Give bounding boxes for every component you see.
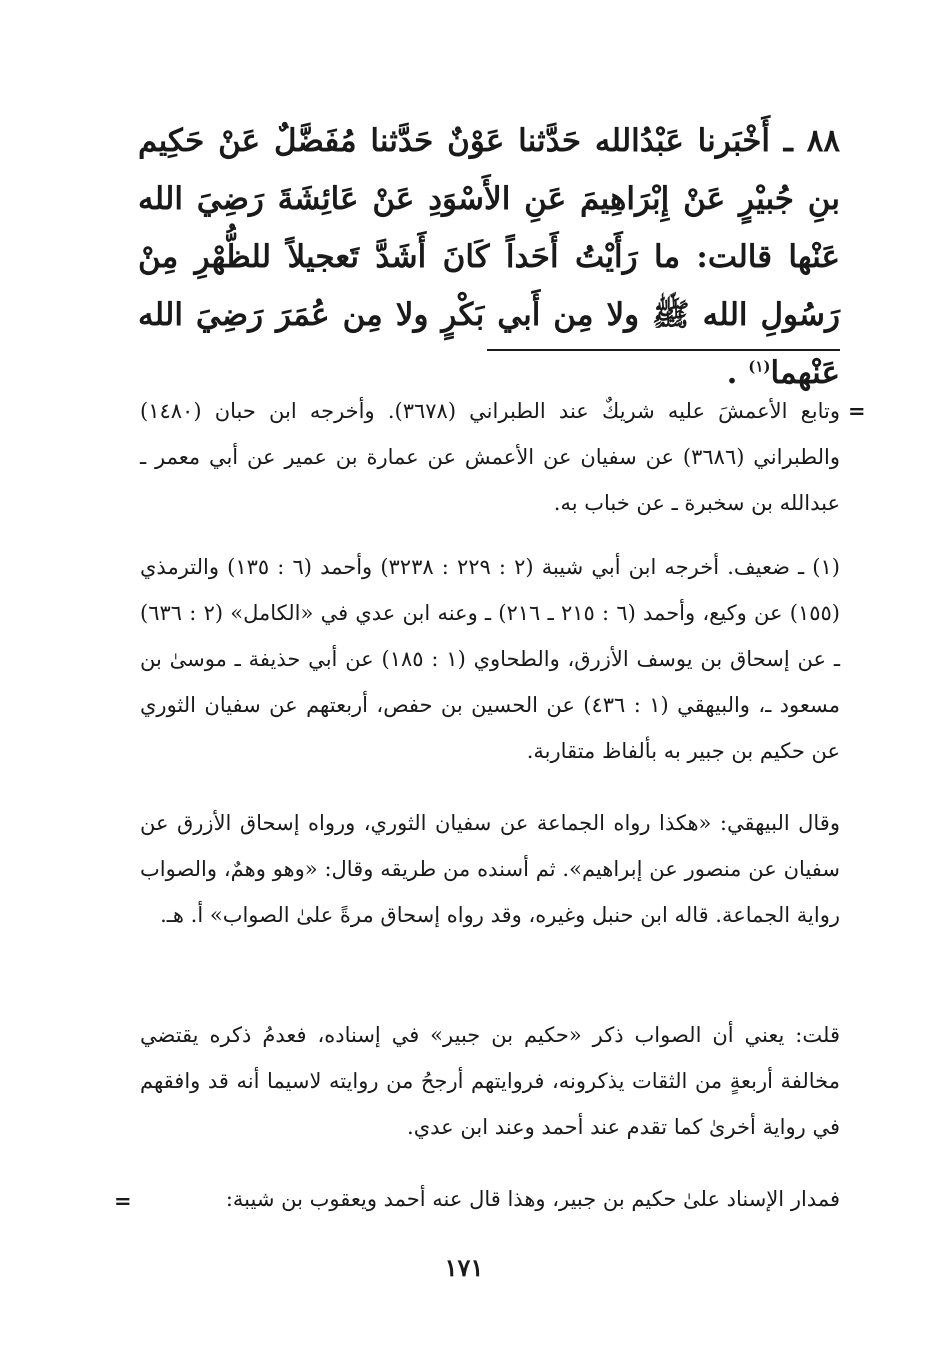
footnote-bayhaqi-paragraph: وقال البيهقي: «هكذا رواه الجماعة عن سفيان الثوري، ورواه إسحاق الأزرق عن سفيان عن منصور عن إبراهيم». ثم أسنده من طريقه وقال: «وهو وهمٌ، والصواب رواية الجماعة. قاله ابن حنبل وغيره، وقد رواه إسحاق مرةً علىٰ الصواب» أ. هـ. <box>140 811 840 927</box>
hadith-text <box>138 112 840 402</box>
page-number: ١٧١ <box>444 1253 484 1282</box>
footnote-comment-paragraph: قلت: يعني أن الصواب ذكر «حكيم بن جبير» في إسناده، فعدمُ ذكره يقتضي مخالفة أربعةٍ من الثقات يذكرونه، فروايتهم أرجحُ من روايته لاسيما أنه قد وافقهم في رواية أخرىٰ كما تقدم عند أحمد وعند ابن عدي. <box>140 1023 840 1139</box>
footnote-1-paragraph: (١) ـ ضعيف. أخرجه ابن أبي شيبة (٢ : ٢٢٩ : ٣٢٣٨) وأحمد (٦ : ١٣٥) والترمذي (١٥٥) عن وكيع، وأحمد (٦ : ٢١٥ ـ ٢١٦) ـ وعنه ابن عدي في «الكامل» (٢ : ٦٣٦) ـ عن إسحاق بن يوسف الأزرق، والطحاوي (١ : ١٨٥) عن أبي حذيفة ـ موسىٰ بن مسعود ـ، والبيهقي (١ : ٤٣٦) عن الحسين بن حفص، أربعتهم عن سفيان الثوري عن حكيم بن جبير به بألفاظ متقاربة. <box>140 555 840 763</box>
continuation-mark-top: = <box>848 398 866 423</box>
footnote-conclusion-paragraph: فمدار الإسناد علىٰ حكيم بن جبير، وهذا قال عنه أحمد ويعقوب بن شيبة: <box>225 1187 840 1211</box>
hadith-body: ٨٨ ـ أَخْبَرنا عَبْدُالله حَدَّثنا عَوْنٌ حَدَّثنا مُفَضَّلٌ عَنْ حَكِيم بنِ جُبيْرٍ عَنْ إِبْرَاهِيمَ عَنِ الأَسْوَدِ عَنْ عَائِشَةَ رَضِيَ الله عَنْها قالت: ما رَأَيْتُ أَحَداً كَانَ أَشَدَّ تَعجيلاً للظُّهْرِ مِنْ رَسُولِ الله ﷺ ولا مِن أَبي بَكْرٍ ولا مِن عُمَرَ رَضِيَ الله عَنْهما <box>138 123 840 391</box>
footnote-separator <box>487 349 840 351</box>
footnote-continued-paragraph: وتابع الأعمشَ عليه شريكٌ عند الطبراني (٣٦٧٨). وأخرجه ابن حبان (١٤٨٠) والطبراني (٣٦٨٦) عن سفيان عن الأعمش عن عمارة بن عمير عن أبي معمر ـ عبدالله بن سخبرة ـ عن خباب به. <box>140 399 840 515</box>
footnote-reference: (١) <box>748 357 771 376</box>
continuation-mark-bottom: = <box>114 1188 132 1213</box>
hadith-end: . <box>726 355 749 391</box>
